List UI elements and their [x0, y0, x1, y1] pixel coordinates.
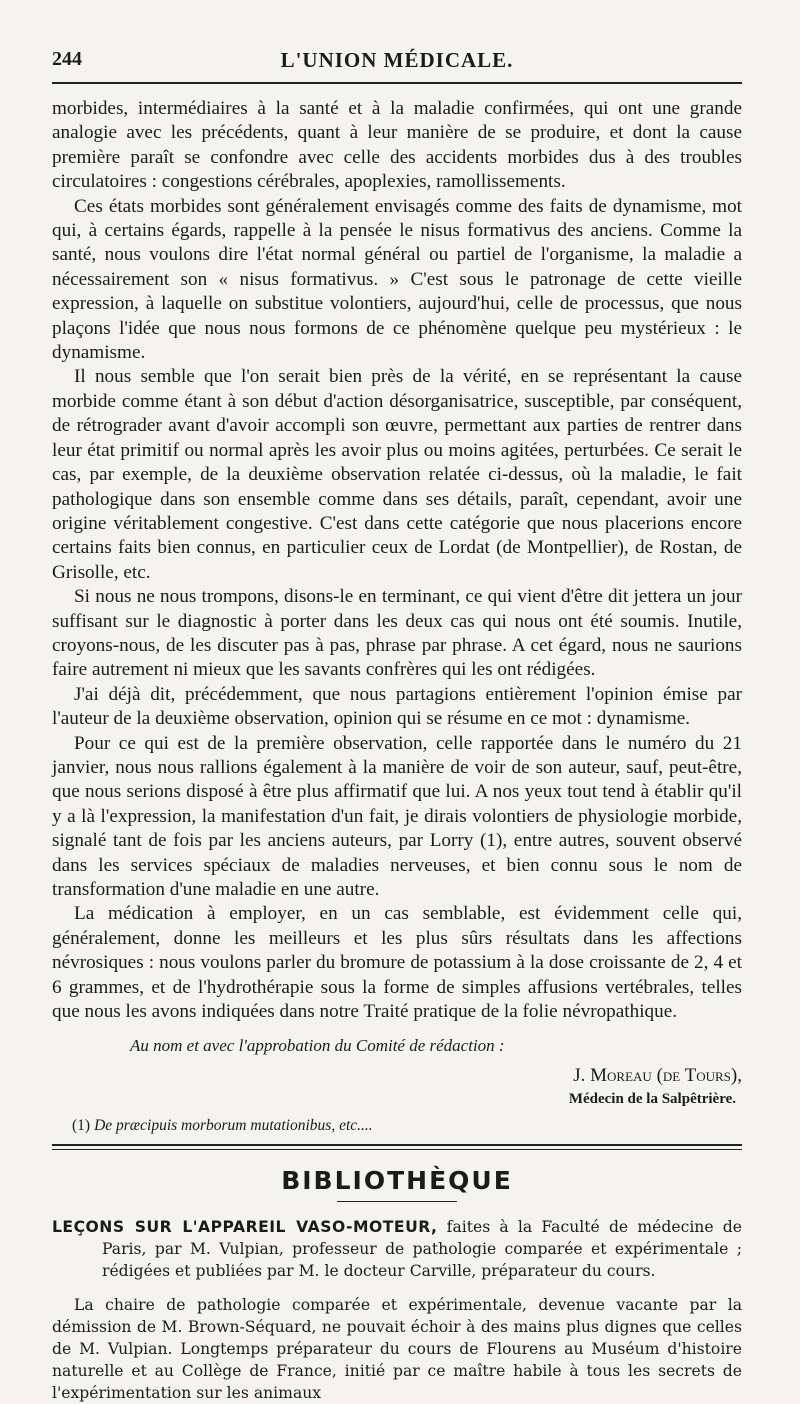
- article-paragraph: J'ai déjà dit, précédemment, que nous partagions entièrement l'opinion émise par l'auteur de la deuxième observation, opinion qui se résume en ce mot : dynamisme.: [52, 683, 742, 730]
- heading-underline: [337, 1201, 457, 1202]
- article-paragraph: Ces états morbides sont généralement envisagés comme des faits de dynamisme, mot qui, à certains égards, rappelle à la pensée le nisus formativus des anciens. Comme la santé, nous voulons dire l'état normal général ou partiel de l'organisme, la maladie a nécessairement son « nisus formativus. » C'est sous le patronage de cette vieille expression, à laquelle on substitue volontiers, aujourd'hui, celle de processus, que nous plaçons l'idée que nous nous formons de ce phénomène quelque peu mystérieux : le dynamisme.: [52, 195, 742, 364]
- bibliotheque-section: [52, 1216, 742, 1404]
- page-number: 244: [52, 48, 82, 70]
- article-paragraph: morbides, intermédiaires à la santé et à la maladie confirmées, qui ont une grande analogie avec les précédents, quant à leur manière de se produire, et dont la cause première paraît se confondre avec celle des accidents morbides dus à des troubles circulatoires : congestions cérébrales, apoplexies, ramollissements.: [52, 98, 742, 193]
- article-paragraph: La médication à employer, en un cas semblable, est évidemment celle qui, généralement, donne les meilleurs et les plus sûrs résultats dans les affections névrosiques : nous voulons parler du bromure de potassium à la dose croissante de 2, 4 et 6 grammes, et de l'hydrothérapie sous la forme de simples affusions vertébrales, telles que nous les avons indiquées dans notre Traité pratique de la folie névropathique.: [52, 903, 742, 1023]
- author-name: J. Moreau (de Tours),: [573, 1065, 742, 1087]
- journal-title: L'UNION MÉDICALE.: [280, 48, 514, 72]
- header-rule: [52, 82, 742, 84]
- author-signature: [52, 1064, 742, 1088]
- article-paragraph: Si nous ne nous trompons, disons-le en terminant, ce qui vient d'être dit jettera un jour suffisant sur le diagnostic à porter dans les deux cas qui nous ont été soumis. Inutile, croyons-nous, de les discuter pas à pas, phrase par phrase. A cet égard, nous ne saurions faire autrement ni mieux que les savants confrères qui les ont rédigées.: [52, 586, 742, 681]
- book-title: LEÇONS SUR L'APPAREIL VASO-MOTEUR,: [52, 1218, 438, 1237]
- section-divider: [52, 1144, 742, 1150]
- author-title: Médecin de la Salpêtrière.: [568, 1091, 736, 1108]
- footnote-text: De præcipuis morborum mutationibus, etc....: [94, 1117, 373, 1135]
- article-paragraph: Pour ce qui est de la première observation, celle rapportée dans le numéro du 21 janvier, nous nous rallions également à la manière de voir de son auteur, sauf, peut-être, que nous serions disposé à être plus affirmatif que lui. A nos yeux tout tend à établir qu'il y a là l'expression, la manifestation d'un fait, je dirais volontiers de physiologie morbide, signalé tant de fois par les anciens auteurs, par Lorry (1), entre autres, souvent observé dans les services spéciaux de maladies nerveuses, et bien connu sous le nom de transformation d'une maladie en une autre.: [52, 732, 742, 900]
- journal-page: [52, 40, 742, 1404]
- book-review: La chaire de pathologie comparée et expérimentale, devenue vacante par la démission de M. Brown-Séquard, ne pouvait échoir à des mains plus dignes que celles de M. Vulpian. Longtemps préparateur du cours de Flourens au Muséum d'histoire naturelle et au Collège de France, initié par ce maître habile à tous les secrets de l'expérimentation sur les animaux: [52, 1296, 742, 1403]
- section-heading: BIBLIOTHÈQUE: [281, 1166, 513, 1196]
- book-entry: [52, 1216, 742, 1282]
- book-description: faites à la Faculté de médecine de Paris, par M. Vulpian, professeur de pathologie comparée et expérimentale ; rédigées et publiées par M. le docteur Carville, préparateur du cours.: [102, 1218, 742, 1281]
- footnote: [52, 1116, 742, 1136]
- article-body: [52, 97, 742, 1024]
- article-paragraph: Il nous semble que l'on serait bien près de la vérité, en se représentant la cause morbide comme étant à son début d'action désorganisatrice, susceptible, par conséquent, de rétrograder avant d'avoir accompli son œuvre, permettant aux parties de rentrer dans leur état primitif ou normal après les avoir plus ou moins agitées, perturbées. Ce serait le cas, par exemple, de la deuxième observation relatée ci-dessus, où la maladie, le fait pathologique dans son ensemble comme dans ses détails, paraît, cependant, avoir une origine véritablement congestive. C'est dans cette catégorie que nous placerions encore certains faits bien connus, en particulier ceux de Lordat (de Montpellier), de Rostan, de Grisolle, etc.: [52, 366, 742, 583]
- committee-approval: Au nom et avec l'approbation du Comité de rédaction :: [130, 1036, 505, 1056]
- footnote-marker: (1): [72, 1117, 91, 1135]
- page-header: [52, 40, 742, 80]
